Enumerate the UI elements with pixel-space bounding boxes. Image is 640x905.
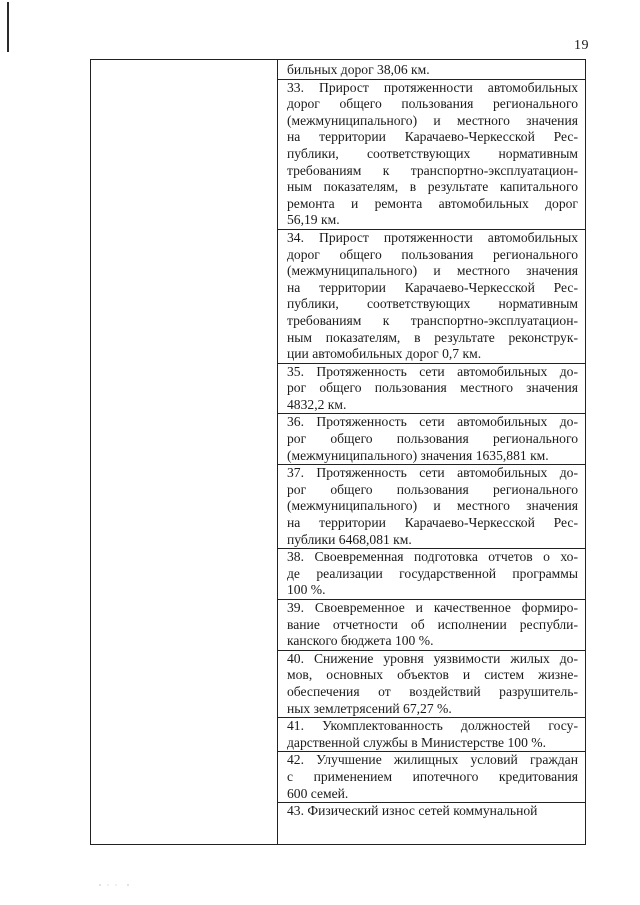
indicator-list [287,62,578,820]
indicator-line: дорог общего пользования регионального [287,96,578,112]
indicator-line: на территории Карачаево-Черкесской Рес- [287,129,578,145]
indicator-line: ции автомобильных дорог 0,7 км. [287,346,482,362]
indicator-line: обеспечения от воздействий разрушитель- [287,683,578,699]
scan-dots [98,884,138,886]
indicator-line: требованиям к транспортно-эксплуатацион- [287,312,578,328]
indicator-line: на территории Карачаево-Черкесской Рес- [287,279,578,295]
indicator-item [278,651,585,718]
indicator-line: рог общего пользования регионального [287,481,578,497]
indicator-line: дарственной службы в Министерстве 100 %. [287,734,546,750]
indicator-item [278,718,585,752]
indicator-line: публики, соответствующих нормативным [287,145,578,161]
indicator-line: ным показателям, в результате реконструк- [287,329,578,345]
table-left-cell [91,60,278,845]
indicator-item [278,414,585,465]
indicator-line: требованиям к транспортно-эксплуатацион- [287,162,578,178]
indicator-line: (межмуниципального) и местного значения [287,498,578,514]
indicator-item [278,549,585,600]
indicator-line: 39. Своевременное и качественное формиро- [287,600,578,615]
indicator-line: 33. Прирост протяженности автомобильных [287,79,578,95]
indicator-item [278,80,585,230]
indicator-line: канского бюджета 100 %. [287,633,434,649]
indicator-line: вание отчетности об исполнении республи- [287,616,578,632]
indicator-line: с применением ипотечного кредитования [287,768,578,784]
indicator-line: дорог общего пользования регионального [287,246,578,262]
indicator-item [278,803,585,820]
scan-margin-mark [7,2,9,52]
indicator-line: 37. Протяженность сети автомобильных до- [287,465,578,481]
indicator-line: мов, основных объектов и систем жизне- [287,667,578,683]
indicator-line: (межмуниципального) и местного значения [287,112,578,128]
indicator-line: 34. Прирост протяженности автомобильных [287,229,578,245]
indicator-line: (межмуниципального) значения 1635,881 км. [287,447,549,463]
indicator-item [278,230,585,364]
indicator-line: 41. Укомплектованность должностей госу- [287,718,578,734]
indicator-line: на территории Карачаево-Черкесской Рес- [287,515,578,531]
indicator-item [278,600,585,651]
indicator-line: 600 семей. [287,785,349,801]
indicator-item [278,465,585,549]
page-number: 19 [574,38,589,53]
indicator-item [278,62,585,80]
indicator-line: 40. Снижение уровня уязвимости жилых до- [287,650,578,666]
indicator-item [278,752,585,803]
indicator-line: 35. Протяженность сети автомобильных до- [287,363,578,379]
indicator-line: ных землетрясений 67,27 %. [287,700,452,716]
table-row [91,60,586,845]
indicator-line: 42. Улучшение жилищных условий граждан [287,752,578,768]
indicator-line: 38. Своевременная подготовка отчетов о хо- [287,549,578,565]
indicator-line: 43. Физический износ сетей коммунальной [287,803,538,819]
indicator-line: бильных дорог 38,06 км. [287,62,430,77]
indicator-line: ным показателям, в результате капитального [287,179,578,195]
indicator-line: де реализации государственной программы [287,565,578,581]
program-indicators-table [90,59,586,845]
indicator-line: 56,19 км. [287,212,340,228]
indicator-line: 4832,2 км. [287,396,347,412]
indicator-line: ремонта и ремонта автомобильных дорог [287,195,578,211]
indicator-line: публики 6468,081 км. [287,531,412,547]
indicator-item [278,364,585,415]
indicator-line: рог общего пользования регионального [287,431,578,447]
table-right-cell [278,60,586,845]
indicator-line: 36. Протяженность сети автомобильных до- [287,414,578,430]
indicator-line: публики, соответствующих нормативным [287,296,578,312]
indicator-line: рог общего пользования местного значения [287,380,578,396]
indicator-line: 100 %. [287,582,326,598]
indicator-line: (межмуниципального) и местного значения [287,263,578,279]
